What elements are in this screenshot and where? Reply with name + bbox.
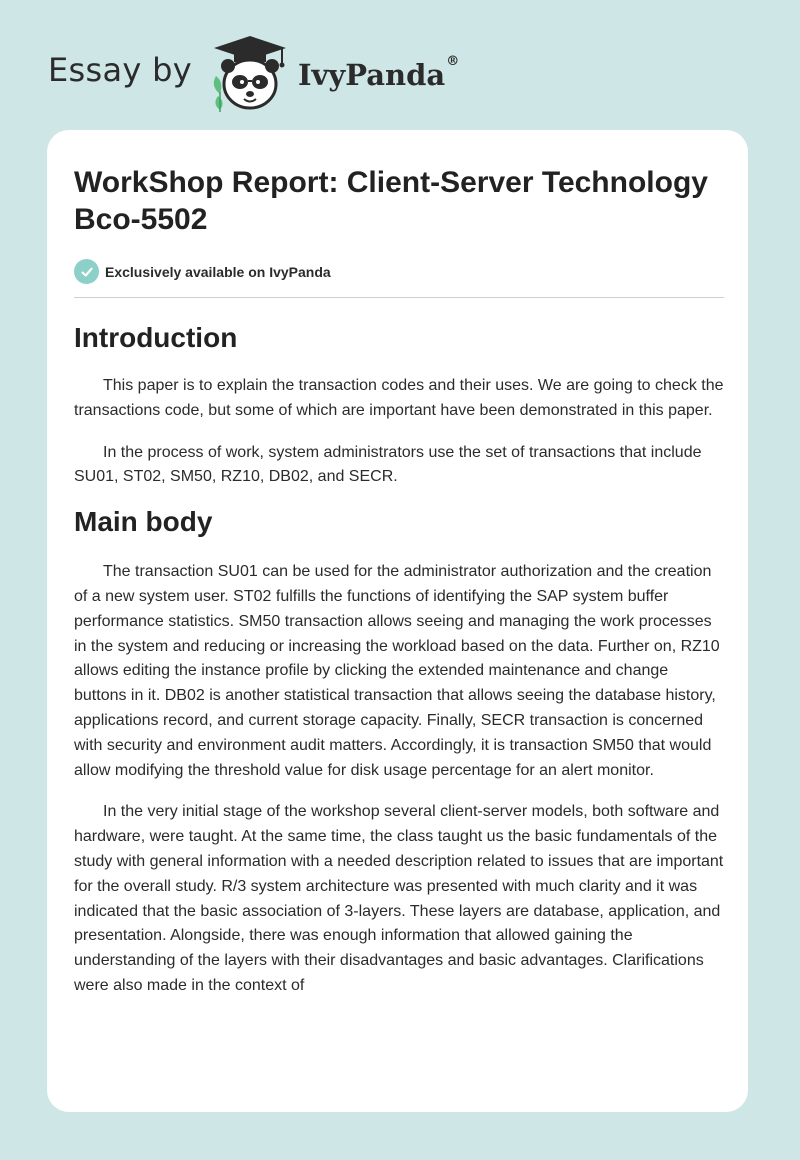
essay-content xyxy=(74,164,724,999)
section-introduction xyxy=(74,320,724,490)
brand-name-text: IvyPanda xyxy=(297,58,446,92)
paragraph: In the very initial stage of the workshop several client-server models, both software and hardware, were taught. At the same time, the class taught us the basic fundamentals of the study with general information with a needed description related to issues that are important for the overall study. R/3 system architecture was presented with much clarity and it was indicated that the basic association of 3-layers. These layers are database, application, and presentation. Alongside, there was enough information that allowed gaining the understanding of the layers with their disadvantages and basic advantages. Clarifications were also made in the context of xyxy=(74,803,724,994)
essay-title: WorkShop Report: Client-Server Technology Bco-5502 xyxy=(74,166,708,236)
paragraph: The transaction SU01 can be used for the administrator authorization and the creation of a new system user. ST02 fulfills the functions of identifying the SAP system buffer performance statistics. SM50 transaction allows seeing and managing the work processes in the system and reducing or increasing the workload based on the data. Further on, RZ10 allows editing the instance profile by clicking the extended maintenance and change buttons in it. DB02 is another statistical transaction that allows seeing the database history, applications record, and current storage capacity. Finally, SECR transaction is concerned with security and environment audit matters. Accordingly, it is transaction SM50 that would allow modifying the threshold value for disk usage percentage for an alert monitor. xyxy=(74,563,720,779)
checkmark-glyph-icon xyxy=(80,265,94,279)
essay-by-label: Essay by xyxy=(48,51,192,89)
paragraph: In the process of work, system administrators use the set of transactions that include SU01, ST02, SM50, RZ10, DB02, and SECR. xyxy=(74,443,702,486)
section-heading: Introduction xyxy=(74,322,238,353)
paragraph: This paper is to explain the transaction codes and their uses. We are going to check the transactions code, but some of which are important have been demonstrated in this paper. xyxy=(74,377,724,419)
brand-name xyxy=(297,54,460,92)
exclusive-badge-label: Exclusively available on IvyPanda xyxy=(105,263,331,280)
section-heading: Main body xyxy=(74,506,213,538)
exclusive-badge xyxy=(74,259,724,298)
panda-logo-icon xyxy=(204,34,292,114)
check-icon xyxy=(74,259,99,284)
site-brand[interactable] xyxy=(48,34,459,114)
registered-mark: ® xyxy=(446,54,460,69)
section-main-body xyxy=(74,504,724,999)
essay-card xyxy=(47,130,748,1112)
